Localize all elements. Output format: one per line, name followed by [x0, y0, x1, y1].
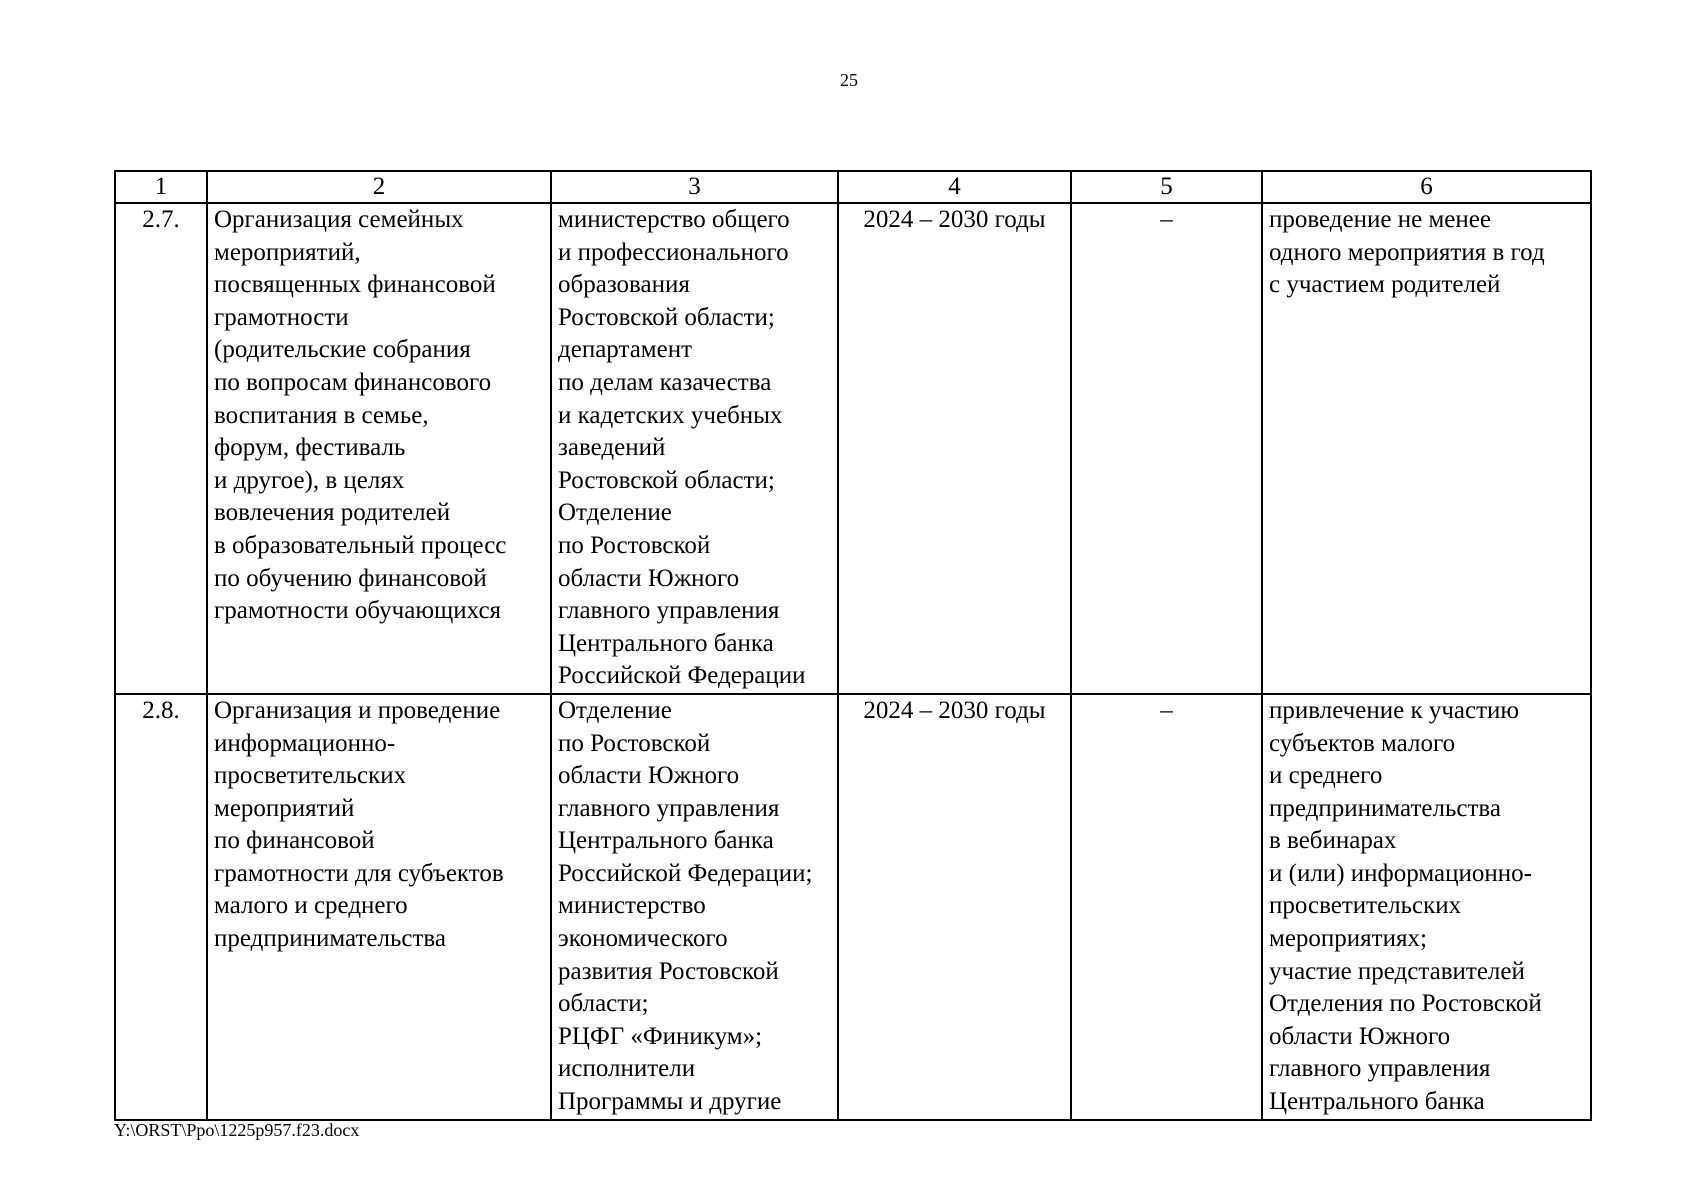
header-cell-5: 5: [1071, 171, 1262, 203]
cell-line: по вопросам финансового: [214, 368, 492, 396]
cell-line: Организация и проведение: [214, 696, 501, 724]
cell-line: Отделение: [558, 696, 672, 724]
cell-line: главного управления: [1269, 1055, 1491, 1083]
cell-line: Российской Федерации: [558, 662, 806, 690]
cell-line: информационно-: [214, 729, 396, 757]
cell-line: по Ростовской: [558, 531, 711, 559]
cell-line: области Южного: [1269, 1022, 1451, 1050]
header-row: [115, 171, 1591, 203]
cell-line: воспитания в семье,: [214, 401, 429, 429]
cell-line: просветительских: [1269, 892, 1462, 920]
cell-line: и (или) информационно-: [1269, 859, 1532, 887]
header-cell-1: 1: [115, 171, 207, 203]
cell-line: форум, фестиваль: [214, 434, 406, 462]
implementation-period: 2024 – 2030 годы: [838, 694, 1071, 1120]
cell-line: Организация семейных: [214, 206, 464, 233]
responsible-executors: [551, 203, 838, 694]
cell-line: области Южного: [558, 762, 740, 790]
cell-line: РЦФГ «Финикум»;: [558, 1022, 763, 1050]
cell-line: области Южного: [558, 564, 740, 592]
cell-line: исполнители: [558, 1055, 696, 1083]
activity-description: [207, 694, 551, 1120]
expected-result: [1262, 203, 1591, 694]
cell-line: и кадетских учебных: [558, 401, 783, 429]
cell-line: по Ростовской: [558, 729, 711, 757]
item-number: 2.8.: [115, 694, 207, 1120]
cell-line: Отделение: [558, 499, 672, 527]
cell-line: грамотности: [214, 303, 349, 331]
cell-line: малого и среднего: [214, 892, 408, 920]
header-cell-4: 4: [838, 171, 1071, 203]
cell-line: министерство общего: [558, 206, 790, 233]
expected-result: [1262, 694, 1591, 1120]
cell-line: проведение не менее: [1269, 206, 1491, 233]
activity-description: [207, 203, 551, 694]
cell-line: министерство: [558, 892, 706, 920]
funding-cell: –: [1071, 694, 1262, 1120]
cell-line: по обучению финансовой: [214, 564, 487, 592]
cell-line: с участием родителей: [1269, 271, 1501, 299]
page-number: 25: [840, 70, 858, 90]
cell-line: Ростовской области;: [558, 466, 775, 494]
cell-line: по финансовой: [214, 827, 375, 855]
item-number: 2.7.: [115, 203, 207, 694]
cell-line: одного мероприятия в год: [1269, 238, 1545, 266]
cell-line: просветительских: [214, 762, 407, 790]
implementation-period: 2024 – 2030 годы: [838, 203, 1071, 694]
cell-line: экономического: [558, 925, 728, 953]
measures-table: [114, 170, 1592, 1121]
cell-line: Российской Федерации;: [558, 859, 813, 887]
header-cell-2: 2: [207, 171, 551, 203]
header-cell-6: 6: [1262, 171, 1591, 203]
cell-line: вовлечения родителей: [214, 499, 451, 527]
cell-line: мероприятиях;: [1269, 925, 1427, 953]
cell-line: субъектов малого: [1269, 729, 1456, 757]
cell-line: Ростовской области;: [558, 303, 775, 331]
cell-line: и среднего: [1269, 762, 1383, 790]
cell-line: развития Ростовской: [558, 957, 779, 985]
cell-line: и другое), в целях: [214, 466, 405, 494]
cell-line: заведений: [558, 434, 666, 462]
cell-line: привлечение к участию: [1269, 696, 1520, 724]
cell-line: Центрального банка: [558, 827, 774, 855]
cell-line: Программы и другие: [558, 1088, 782, 1116]
cell-line: мероприятий,: [214, 238, 361, 266]
cell-line: участие представителей: [1269, 957, 1525, 985]
table-row: [115, 203, 1591, 694]
cell-line: в вебинарах: [1269, 827, 1397, 855]
file-path-footer: Y:\ORST\Ppo\1225p957.f23.docx: [114, 1120, 360, 1140]
cell-line: департамент: [558, 336, 693, 364]
cell-line: грамотности обучающихся: [214, 597, 502, 625]
cell-line: и профессионального: [558, 238, 789, 266]
cell-line: Центрального банка: [558, 629, 774, 657]
cell-line: Центрального банка: [1269, 1088, 1485, 1116]
cell-line: предпринимательства: [1269, 794, 1501, 822]
cell-line: посвященных финансовой: [214, 271, 496, 299]
cell-line: по делам казачества: [558, 368, 772, 396]
cell-line: грамотности для субъектов: [214, 859, 504, 887]
cell-line: главного управления: [558, 794, 780, 822]
cell-line: (родительские собрания: [214, 336, 471, 364]
responsible-executors: [551, 694, 838, 1120]
cell-line: предпринимательства: [214, 925, 446, 953]
cell-line: мероприятий: [214, 794, 355, 822]
cell-line: образования: [558, 271, 690, 299]
cell-line: Отделения по Ростовской: [1269, 990, 1542, 1018]
funding-cell: –: [1071, 203, 1262, 694]
cell-line: области;: [558, 990, 649, 1018]
cell-line: в образовательный процесс: [214, 531, 507, 559]
table-row: [115, 694, 1591, 1120]
cell-line: главного управления: [558, 597, 780, 625]
header-cell-3: 3: [551, 171, 838, 203]
